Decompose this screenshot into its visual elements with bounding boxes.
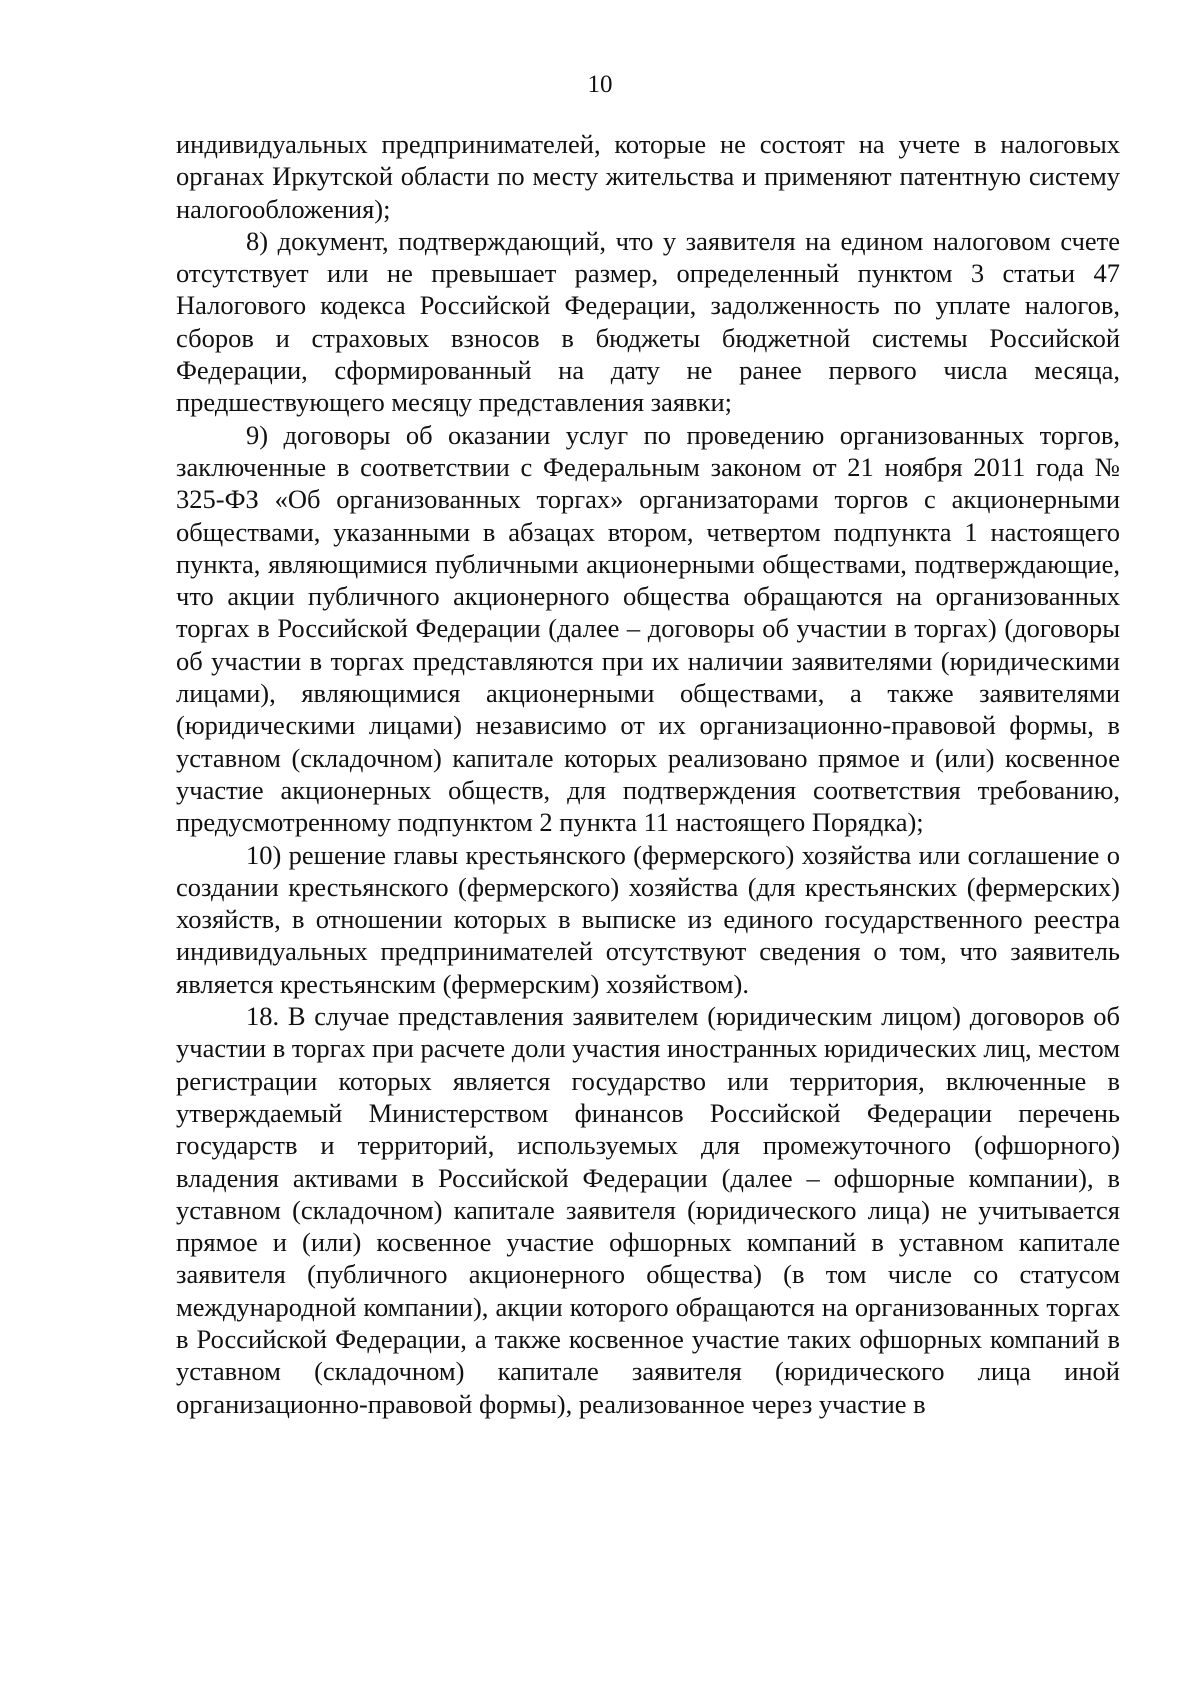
paragraph-item-9: 9) договоры об оказании услуг по проведению организованных торгов, заключенные в соответствии с Федеральным законом от 21 ноября 2011 года № 325-ФЗ «Об организованных торгах» организаторами торгов с акционерными обществами, указанными в абзацах втором, четвертом подпункта 1 настоящего пункта, являющимися публичными акционерными обществами, подтверждающие, что акции публичного акционерного общества обращаются на организованных торгах в Российской Федерации (далее – договоры об участии в торгах) (договоры об участии в торгах представляются при их наличии заявителями (юридическими лицами), являющимися акционерными обществами, а также заявителями (юридическими лицами) независимо от их организационно-правовой формы, в уставном (складочном) капитале которых реализовано прямое и (или) косвенное участие акционерных обществ, для подтверждения соответствия требованию, предусмотренному подпунктом 2 пункта 11 настоящего Порядка); (176, 419, 1120, 838)
document-body (176, 128, 1120, 1420)
paragraph-item-8: 8) документ, подтверждающий, что у заявителя на едином налоговом счете отсутствует или не превышает размер, определенный пунктом 3 статьи 47 Налогового кодекса Российской Федерации, задолженность по уплате налогов, сборов и страховых взносов в бюджеты бюджетной системы Российской Федерации, сформированный на дату не ранее первого числа месяца, предшествующего месяцу представления заявки; (176, 225, 1120, 418)
paragraph-continuation: индивидуальных предпринимателей, которые не состоят на учете в налоговых органах Иркутской области по месту жительства и применяют патентную систему налогообложения); (176, 129, 1120, 224)
page-number: 10 (587, 71, 613, 98)
paragraph-section-18: 18. В случае представления заявителем (юридическим лицом) договоров об участии в торгах при расчете доли участия иностранных юридических лиц, местом регистрации которых является государство или территория, включенные в утверждаемый Министерством финансов Российской Федерации перечень государств и территорий, используемых для промежуточного (офшорного) владения активами в Российской Федерации (далее – офшорные компании), в уставном (складочном) капитале заявителя (юридического лица) не учитывается прямое и (или) косвенное участие офшорных компаний в уставном капитале заявителя (публичного акционерного общества) (в том числе со статусом международной компании), акции которого обращаются на организованных торгах в Российской Федерации, а также косвенное участие таких офшорных компаний в уставном (складочном) капитале заявителя (юридического лица иной организационно-правовой формы), реализованное через участие в (176, 1001, 1120, 1419)
paragraph-item-10: 10) решение главы крестьянского (фермерского) хозяйства или соглашение о создании крестьянского (фермерского) хозяйства (для крестьянских (фермерских) хозяйств, в отношении которых в выписке из единого государственного реестра индивидуальных предпринимателей отсутствуют сведения о том, что заявитель является крестьянским (фермерским) хозяйством). (176, 839, 1120, 999)
